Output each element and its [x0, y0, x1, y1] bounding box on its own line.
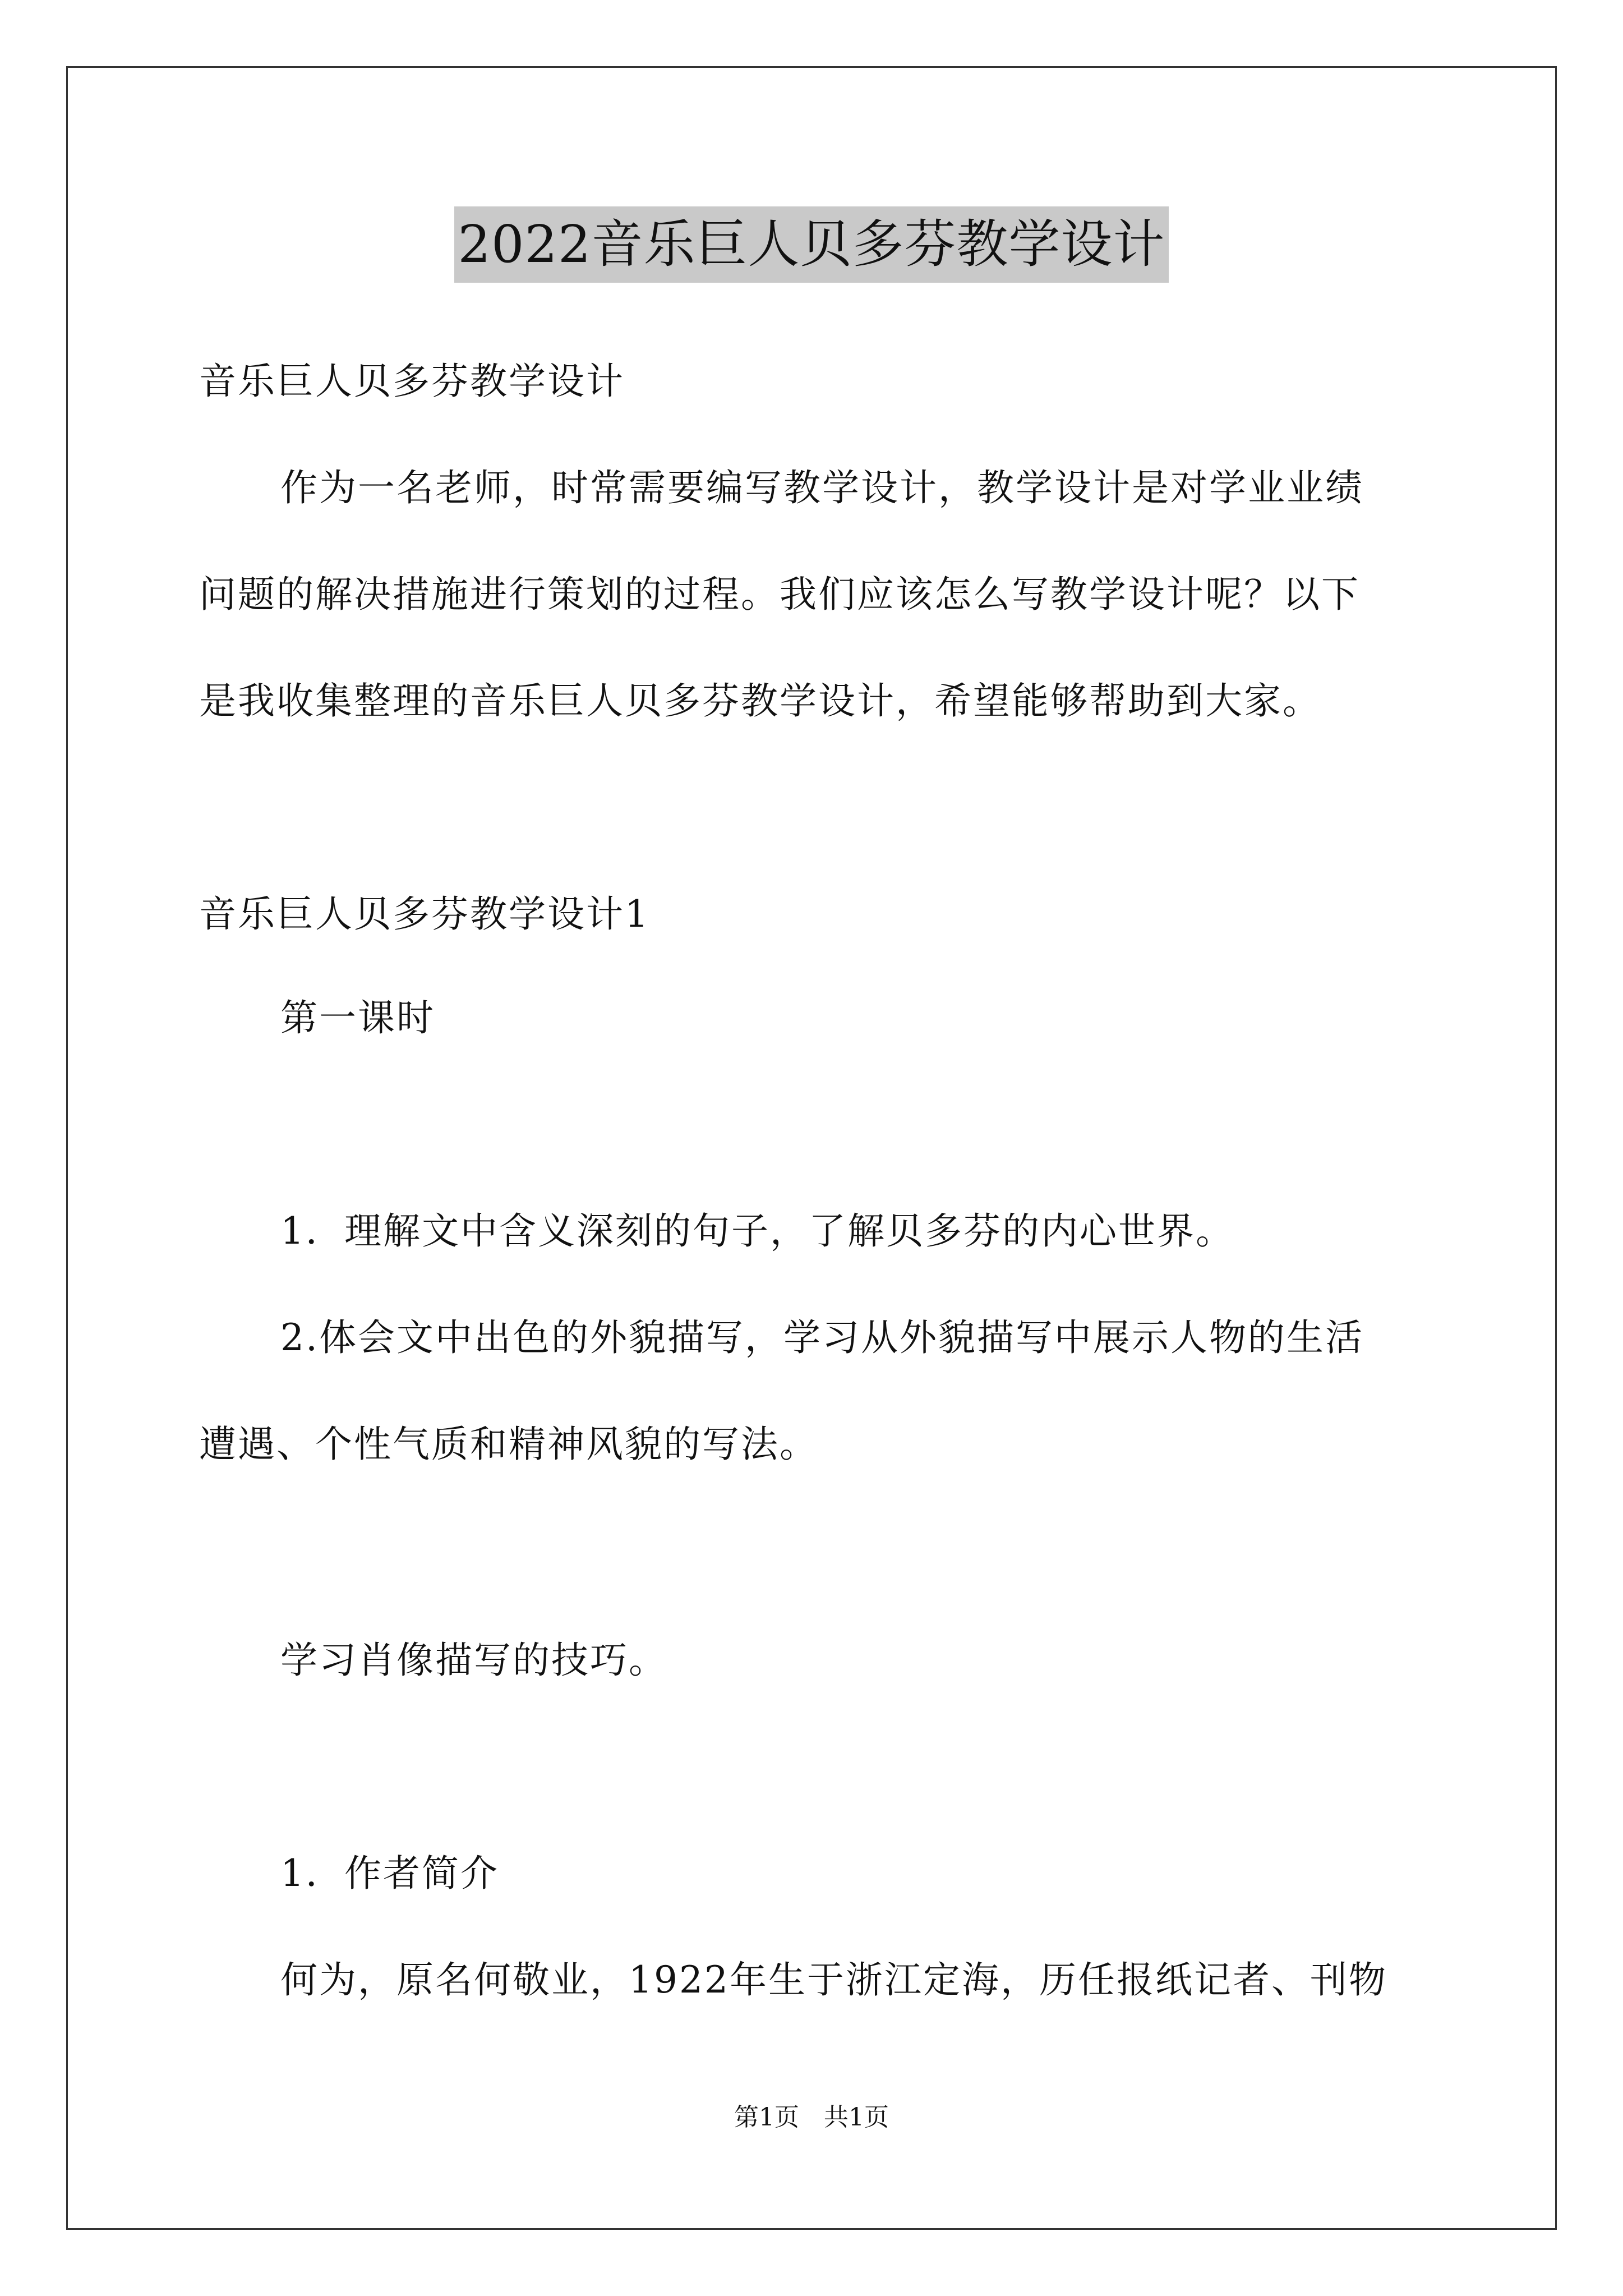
body-paragraph-line: 何为，原名何敬业，1922年生于浙江定海，历任报纸记者、刊物	[280, 1958, 1387, 2001]
document-title: 2022音乐巨人贝多芬教学设计	[454, 206, 1168, 283]
subtitle-line: 音乐巨人贝多芬教学设计	[199, 360, 625, 403]
intro-paragraph-line: 问题的解决措施进行策划的过程。我们应该怎么写教学设计呢？以下	[199, 573, 1360, 616]
lesson-heading: 第一课时	[280, 996, 435, 1039]
page-footer: 第1页 共1页	[734, 2103, 889, 2132]
section-heading: 音乐巨人贝多芬教学设计1	[199, 892, 650, 936]
intro-paragraph-line: 是我收集整理的音乐巨人贝多芬教学设计，希望能够帮助到大家。	[199, 679, 1321, 723]
objective-item: 2.体会文中出色的外貌描写，学习从外貌描写中展示人物的生活	[280, 1316, 1364, 1359]
subsection-heading: 1．作者简介	[280, 1852, 499, 1895]
intro-paragraph-line: 作为一名老师，时常需要编写教学设计，教学设计是对学业业绩	[280, 466, 1364, 509]
objective-item-cont: 遭遇、个性气质和精神风貌的写法。	[199, 1423, 818, 1466]
key-point-line: 学习肖像描写的技巧。	[280, 1639, 667, 1682]
objective-item: 1．理解文中含义深刻的句子，了解贝多芬的内心世界。	[280, 1209, 1234, 1253]
title-container	[0, 206, 1623, 283]
